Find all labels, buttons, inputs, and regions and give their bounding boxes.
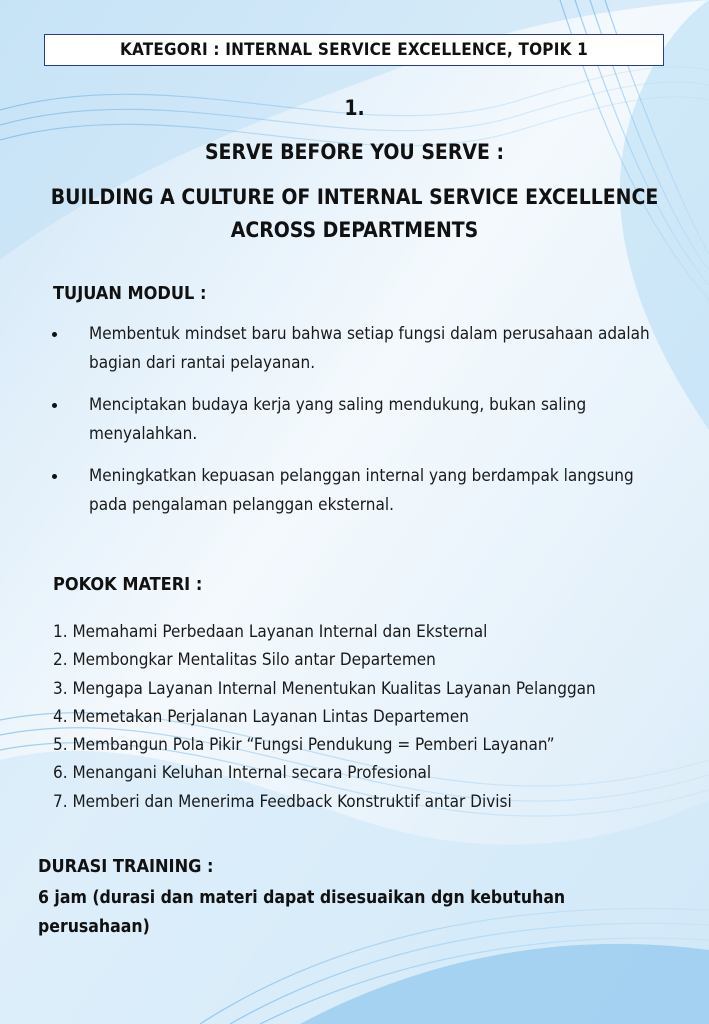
bullet-icon: [52, 474, 57, 479]
materi-list: [53, 618, 683, 816]
topic-title: SERVE BEFORE YOU SERVE :: [204, 140, 505, 164]
list-item: Menciptakan budaya kerja yang saling mendukung, bukan saling menyalahkan.: [52, 391, 662, 449]
category-text: KATEGORI : INTERNAL SERVICE EXCELLENCE, TOPIK 1: [119, 40, 589, 60]
list-item: 6. Menangani Keluhan Internal secara Profesional: [53, 763, 432, 784]
list-item: 3. Mengapa Layanan Internal Menentukan Kualitas Layanan Pelanggan: [53, 678, 596, 699]
topic-subtitle: [0, 181, 709, 247]
list-item: 2. Membongkar Mentalitas Silo antar Departemen: [53, 650, 436, 671]
topic-subtitle-line-2: ACROSS DEPARTMENTS: [230, 218, 479, 242]
tujuan-heading: TUJUAN MODUL :: [53, 283, 207, 304]
list-item: Meningkatkan kepuasan pelanggan internal yang berdampak langsung pada pengalaman pelanggan eksternal.: [52, 462, 662, 520]
category-banner: [44, 34, 664, 66]
durasi-heading: DURASI TRAINING :: [38, 856, 214, 877]
bullet-icon: [52, 403, 57, 408]
tujuan-list: [52, 320, 662, 533]
topic-number: 1.: [344, 96, 365, 120]
list-item: Membentuk mindset baru bahwa setiap fungsi dalam perusahaan adalah bagian dari rantai pelayanan.: [52, 320, 662, 378]
list-item: 1. Memahami Perbedaan Layanan Internal dan Eksternal: [53, 622, 488, 642]
topic-subtitle-line-1: BUILDING A CULTURE OF INTERNAL SERVICE EXCELLENCE: [50, 185, 659, 209]
bullet-icon: [52, 332, 57, 337]
durasi-value: 6 jam (durasi dan materi dapat disesuaikan dgn kebutuhan perusahaan): [38, 888, 566, 937]
list-item: 4. Memetakan Perjalanan Layanan Lintas Departemen: [53, 706, 469, 727]
list-item: 7. Memberi dan Menerima Feedback Konstruktif antar Divisi: [53, 791, 512, 812]
list-item: 5. Membangun Pola Pikir “Fungsi Pendukung = Pemberi Layanan”: [53, 735, 555, 756]
materi-heading: POKOK MATERI :: [53, 574, 203, 595]
